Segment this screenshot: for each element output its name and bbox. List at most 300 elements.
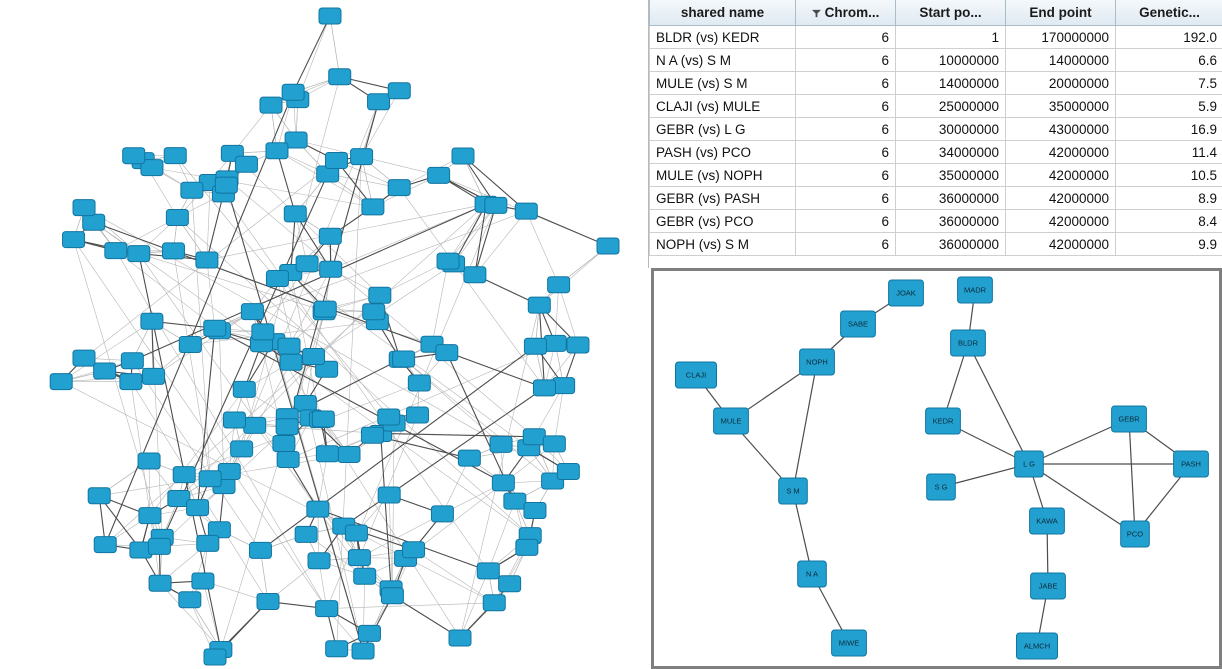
node-shape[interactable]: [358, 625, 380, 641]
node-shape[interactable]: [378, 487, 400, 503]
node-shape[interactable]: [524, 338, 546, 354]
network-node[interactable]: [437, 253, 459, 269]
column-header-chromosome[interactable]: [796, 0, 896, 26]
network-node[interactable]: [316, 601, 338, 617]
network-node-jabe[interactable]: [1031, 573, 1066, 599]
node-shape[interactable]: [138, 453, 160, 469]
column-header-label: shared name: [680, 5, 765, 20]
node-shape[interactable]: [73, 350, 95, 366]
network-node[interactable]: [557, 464, 579, 480]
node-shape[interactable]: [381, 588, 403, 604]
network-node[interactable]: [314, 301, 336, 317]
network-node[interactable]: [388, 83, 410, 99]
network-node[interactable]: [477, 563, 499, 579]
network-node[interactable]: [319, 228, 341, 244]
column-header-genetic[interactable]: [1116, 0, 1222, 26]
node-label: L G: [1023, 459, 1035, 469]
node-shape[interactable]: [363, 304, 385, 320]
results-table[interactable]: [649, 0, 1222, 256]
network-node-s-g[interactable]: [927, 474, 956, 500]
network-node[interactable]: [296, 256, 318, 272]
network-node-joak[interactable]: [889, 280, 924, 306]
node-shape[interactable]: [94, 363, 116, 379]
network-node-n-a[interactable]: [798, 561, 827, 587]
table-row[interactable]: [650, 118, 1222, 141]
network-node[interactable]: [516, 539, 538, 555]
network-node[interactable]: [260, 97, 282, 113]
node-shape[interactable]: [319, 8, 341, 24]
network-node[interactable]: [277, 451, 299, 467]
network-node[interactable]: [361, 427, 383, 443]
node-shape[interactable]: [148, 538, 170, 554]
network-node[interactable]: [196, 252, 218, 268]
network-node[interactable]: [128, 246, 150, 262]
network-node[interactable]: [408, 375, 430, 391]
node-shape[interactable]: [393, 351, 415, 367]
node-shape[interactable]: [361, 427, 383, 443]
network-node-miwe[interactable]: [832, 630, 867, 656]
network-node[interactable]: [431, 506, 453, 522]
network-node[interactable]: [63, 232, 85, 248]
network-node[interactable]: [597, 238, 619, 254]
network-node[interactable]: [166, 209, 188, 225]
network-node[interactable]: [492, 475, 514, 491]
table-body[interactable]: [650, 26, 1222, 256]
node-shape[interactable]: [166, 209, 188, 225]
network-node[interactable]: [139, 508, 161, 524]
node-shape[interactable]: [276, 419, 298, 435]
node-shape[interactable]: [499, 576, 521, 592]
node-shape[interactable]: [345, 525, 367, 541]
node-shape[interactable]: [192, 573, 214, 589]
node-shape[interactable]: [351, 149, 373, 165]
node-shape[interactable]: [437, 253, 459, 269]
network-node[interactable]: [179, 592, 201, 608]
node-shape[interactable]: [223, 412, 245, 428]
network-node-sabe[interactable]: [841, 311, 876, 337]
network-node[interactable]: [73, 200, 95, 216]
node-shape[interactable]: [329, 69, 351, 85]
network-node[interactable]: [192, 573, 214, 589]
network-node[interactable]: [173, 467, 195, 483]
node-shape[interactable]: [431, 506, 453, 522]
network-node[interactable]: [363, 304, 385, 320]
node-shape[interactable]: [278, 338, 300, 354]
node-shape[interactable]: [143, 368, 165, 384]
node-shape[interactable]: [149, 575, 171, 591]
cell-genetic: 10.5: [1116, 164, 1222, 187]
network-node[interactable]: [280, 354, 302, 370]
network-node[interactable]: [378, 487, 400, 503]
network-node[interactable]: [345, 525, 367, 541]
network-node[interactable]: [143, 368, 165, 384]
column-header-start-point[interactable]: [896, 0, 1006, 26]
network-node[interactable]: [464, 267, 486, 283]
network-node[interactable]: [325, 153, 347, 169]
network-node[interactable]: [141, 313, 163, 329]
node-shape[interactable]: [260, 97, 282, 113]
node-shape[interactable]: [282, 84, 304, 100]
network-node-noph[interactable]: [800, 349, 835, 375]
network-node[interactable]: [149, 575, 171, 591]
network-node[interactable]: [483, 595, 505, 611]
node-label: PASH: [1181, 459, 1201, 469]
node-shape[interactable]: [452, 148, 474, 164]
node-shape[interactable]: [504, 493, 526, 509]
network-node[interactable]: [123, 148, 145, 164]
node-shape[interactable]: [199, 471, 221, 487]
network-node[interactable]: [241, 304, 263, 320]
table-row[interactable]: [650, 233, 1222, 256]
network-node-mule[interactable]: [714, 408, 749, 434]
network-node[interactable]: [354, 568, 376, 584]
network-node[interactable]: [523, 429, 545, 445]
network-node[interactable]: [266, 271, 288, 287]
cell-start-point: 30000000: [896, 118, 1006, 141]
network-node[interactable]: [252, 324, 274, 340]
cell-genetic: 11.4: [1116, 141, 1222, 164]
node-shape[interactable]: [179, 592, 201, 608]
node-label: MULE: [720, 416, 742, 426]
network-node[interactable]: [148, 538, 170, 554]
node-shape[interactable]: [354, 568, 376, 584]
network-node[interactable]: [249, 542, 271, 558]
network-node[interactable]: [428, 167, 450, 183]
node-shape[interactable]: [338, 446, 360, 462]
network-node[interactable]: [533, 380, 555, 396]
network-node-pco[interactable]: [1121, 521, 1150, 547]
network-node[interactable]: [83, 214, 105, 230]
node-shape[interactable]: [597, 238, 619, 254]
node-shape[interactable]: [187, 500, 209, 516]
node-shape[interactable]: [266, 271, 288, 287]
column-header-label: Genetic...: [1139, 5, 1200, 20]
network-node[interactable]: [303, 348, 325, 364]
node-shape[interactable]: [458, 450, 480, 466]
network-node[interactable]: [179, 337, 201, 353]
network-node[interactable]: [449, 630, 471, 646]
node-shape[interactable]: [296, 256, 318, 272]
node-shape[interactable]: [88, 488, 110, 504]
network-edge: [555, 285, 558, 344]
node-shape[interactable]: [83, 214, 105, 230]
node-shape[interactable]: [523, 429, 545, 445]
node-shape[interactable]: [548, 277, 570, 293]
network-node[interactable]: [329, 69, 351, 85]
network-node[interactable]: [257, 594, 279, 610]
node-shape[interactable]: [162, 243, 184, 259]
cell-chromosome: 6: [796, 95, 896, 118]
table-header-row: [650, 0, 1222, 26]
node-shape[interactable]: [436, 345, 458, 361]
node-shape[interactable]: [121, 353, 143, 369]
network-node[interactable]: [215, 177, 237, 193]
table-row[interactable]: [650, 72, 1222, 95]
node-shape[interactable]: [277, 451, 299, 467]
node-shape[interactable]: [528, 297, 550, 313]
network-node-kedr[interactable]: [926, 408, 961, 434]
network-node[interactable]: [362, 199, 384, 215]
node-shape[interactable]: [314, 301, 336, 317]
network-node[interactable]: [338, 446, 360, 462]
node-shape[interactable]: [241, 304, 263, 320]
network-node[interactable]: [458, 450, 480, 466]
node-shape[interactable]: [368, 94, 390, 110]
network-node[interactable]: [266, 143, 288, 159]
network-node-gebr[interactable]: [1112, 406, 1147, 432]
table-row[interactable]: [650, 141, 1222, 164]
node-label: N A: [805, 569, 819, 579]
node-shape[interactable]: [179, 337, 201, 353]
node-shape[interactable]: [123, 148, 145, 164]
node-shape[interactable]: [464, 267, 486, 283]
network-node[interactable]: [548, 277, 570, 293]
node-shape[interactable]: [369, 287, 391, 303]
network-node[interactable]: [326, 641, 348, 657]
network-node[interactable]: [94, 363, 116, 379]
node-shape[interactable]: [244, 417, 266, 433]
node-shape[interactable]: [378, 409, 400, 425]
network-node[interactable]: [105, 243, 127, 259]
network-node[interactable]: [452, 148, 474, 164]
network-node-l-g[interactable]: [1015, 451, 1044, 477]
node-shape[interactable]: [94, 537, 116, 553]
node-shape[interactable]: [273, 435, 295, 451]
node-shape[interactable]: [319, 228, 341, 244]
network-node[interactable]: [284, 206, 306, 222]
node-shape[interactable]: [316, 601, 338, 617]
node-shape[interactable]: [403, 542, 425, 558]
network-node[interactable]: [403, 542, 425, 558]
node-shape[interactable]: [249, 542, 271, 558]
node-label: SABE: [847, 319, 869, 329]
network-node[interactable]: [307, 501, 329, 517]
node-shape[interactable]: [295, 526, 317, 542]
network-node[interactable]: [138, 453, 160, 469]
node-shape[interactable]: [197, 535, 219, 551]
network-node[interactable]: [348, 550, 370, 566]
node-shape[interactable]: [303, 348, 325, 364]
network-node[interactable]: [358, 625, 380, 641]
node-shape[interactable]: [449, 630, 471, 646]
network-node[interactable]: [352, 643, 374, 659]
network-node-s-m[interactable]: [779, 478, 808, 504]
network-node[interactable]: [316, 446, 338, 462]
network-node-madr[interactable]: [958, 277, 993, 303]
node-shape[interactable]: [141, 313, 163, 329]
node-shape[interactable]: [173, 467, 195, 483]
node-shape[interactable]: [204, 320, 226, 336]
network-node[interactable]: [312, 411, 334, 427]
network-node[interactable]: [244, 417, 266, 433]
node-shape[interactable]: [483, 595, 505, 611]
node-shape[interactable]: [388, 83, 410, 99]
table-row[interactable]: [650, 49, 1222, 72]
network-node[interactable]: [368, 94, 390, 110]
network-edge: [488, 501, 515, 571]
cell-shared-name: GEBR (vs) PASH: [650, 187, 796, 210]
network-node[interactable]: [388, 180, 410, 196]
small-network-canvas[interactable]: [654, 271, 1219, 666]
table-row[interactable]: [650, 187, 1222, 210]
node-shape[interactable]: [312, 411, 334, 427]
network-edge: [1129, 419, 1135, 534]
network-node[interactable]: [235, 156, 257, 172]
node-shape[interactable]: [120, 374, 142, 390]
cell-end-point: 43000000: [1006, 118, 1116, 141]
node-shape[interactable]: [477, 563, 499, 579]
node-shape[interactable]: [215, 177, 237, 193]
network-node[interactable]: [490, 436, 512, 452]
node-shape[interactable]: [492, 475, 514, 491]
node-shape[interactable]: [73, 200, 95, 216]
table-row[interactable]: [650, 26, 1222, 49]
node-label: KEDR: [932, 416, 954, 426]
network-node[interactable]: [504, 493, 526, 509]
node-shape[interactable]: [325, 153, 347, 169]
small-network-view[interactable]: [651, 268, 1222, 669]
network-node[interactable]: [499, 576, 521, 592]
network-node-kawa[interactable]: [1030, 508, 1065, 534]
node-shape[interactable]: [326, 641, 348, 657]
network-node[interactable]: [181, 182, 203, 198]
cell-genetic: 16.9: [1116, 118, 1222, 141]
network-node[interactable]: [204, 320, 226, 336]
node-shape[interactable]: [516, 539, 538, 555]
node-shape[interactable]: [231, 441, 253, 457]
table-row[interactable]: [650, 210, 1222, 233]
node-shape[interactable]: [280, 354, 302, 370]
filter-icon[interactable]: [812, 9, 821, 18]
node-shape[interactable]: [235, 156, 257, 172]
node-shape[interactable]: [428, 167, 450, 183]
network-node[interactable]: [73, 350, 95, 366]
node-shape[interactable]: [266, 143, 288, 159]
node-shape[interactable]: [320, 261, 342, 277]
network-node[interactable]: [223, 412, 245, 428]
network-node-bldr[interactable]: [951, 330, 986, 356]
node-shape[interactable]: [352, 643, 374, 659]
node-shape[interactable]: [252, 324, 274, 340]
node-shape[interactable]: [515, 203, 537, 219]
node-shape[interactable]: [362, 199, 384, 215]
network-node[interactable]: [319, 8, 341, 24]
network-node[interactable]: [381, 588, 403, 604]
network-node[interactable]: [231, 441, 253, 457]
network-node[interactable]: [528, 297, 550, 313]
network-node[interactable]: [120, 374, 142, 390]
node-shape[interactable]: [408, 375, 430, 391]
table-row[interactable]: [650, 164, 1222, 187]
network-node[interactable]: [393, 351, 415, 367]
node-shape[interactable]: [524, 503, 546, 519]
network-node[interactable]: [544, 335, 566, 351]
network-node-pash[interactable]: [1174, 451, 1209, 477]
network-node[interactable]: [199, 471, 221, 487]
network-node[interactable]: [567, 337, 589, 353]
network-node[interactable]: [282, 84, 304, 100]
network-node[interactable]: [320, 261, 342, 277]
network-node[interactable]: [524, 503, 546, 519]
network-node[interactable]: [543, 436, 565, 452]
network-node[interactable]: [436, 345, 458, 361]
node-shape[interactable]: [348, 550, 370, 566]
node-shape[interactable]: [307, 501, 329, 517]
network-node[interactable]: [378, 409, 400, 425]
column-header-end-point[interactable]: [1006, 0, 1116, 26]
cell-genetic: 6.6: [1116, 49, 1222, 72]
node-shape[interactable]: [139, 508, 161, 524]
network-node[interactable]: [197, 535, 219, 551]
network-node[interactable]: [278, 338, 300, 354]
node-shape[interactable]: [164, 148, 186, 164]
node-shape[interactable]: [557, 464, 579, 480]
node-shape[interactable]: [567, 337, 589, 353]
network-node[interactable]: [88, 488, 110, 504]
network-node[interactable]: [273, 435, 295, 451]
results-table-panel[interactable]: [648, 0, 1222, 268]
cell-chromosome: 6: [796, 164, 896, 187]
table-row[interactable]: [650, 95, 1222, 118]
network-node[interactable]: [515, 203, 537, 219]
network-node[interactable]: [164, 148, 186, 164]
network-node[interactable]: [233, 381, 255, 397]
cell-end-point: 170000000: [1006, 26, 1116, 49]
network-node-claji[interactable]: [676, 362, 717, 388]
network-node[interactable]: [369, 287, 391, 303]
node-shape[interactable]: [204, 649, 226, 665]
node-shape[interactable]: [257, 594, 279, 610]
node-shape[interactable]: [544, 335, 566, 351]
network-node[interactable]: [308, 553, 330, 569]
network-node[interactable]: [276, 419, 298, 435]
cell-start-point: 14000000: [896, 72, 1006, 95]
network-node[interactable]: [50, 374, 72, 390]
network-node[interactable]: [295, 526, 317, 542]
cell-end-point: 14000000: [1006, 49, 1116, 72]
network-node[interactable]: [204, 649, 226, 665]
node-shape[interactable]: [543, 436, 565, 452]
network-node[interactable]: [162, 243, 184, 259]
node-shape[interactable]: [284, 206, 306, 222]
network-node[interactable]: [187, 500, 209, 516]
node-shape[interactable]: [406, 407, 428, 423]
node-shape[interactable]: [233, 381, 255, 397]
column-header-shared-name[interactable]: [650, 0, 796, 26]
node-shape[interactable]: [196, 252, 218, 268]
network-node[interactable]: [406, 407, 428, 423]
network-node[interactable]: [485, 197, 507, 213]
node-shape[interactable]: [533, 380, 555, 396]
node-shape[interactable]: [485, 197, 507, 213]
network-node[interactable]: [121, 353, 143, 369]
node-shape[interactable]: [388, 180, 410, 196]
node-shape[interactable]: [308, 553, 330, 569]
node-shape[interactable]: [105, 243, 127, 259]
node-shape[interactable]: [181, 182, 203, 198]
node-shape[interactable]: [490, 436, 512, 452]
node-shape[interactable]: [63, 232, 85, 248]
node-shape[interactable]: [316, 446, 338, 462]
node-shape[interactable]: [50, 374, 72, 390]
node-shape[interactable]: [128, 246, 150, 262]
network-node[interactable]: [524, 338, 546, 354]
network-node-almch[interactable]: [1017, 633, 1058, 659]
column-header-label: Start po...: [919, 5, 982, 20]
network-node[interactable]: [351, 149, 373, 165]
node-label: MADR: [963, 285, 987, 295]
network-node[interactable]: [94, 537, 116, 553]
